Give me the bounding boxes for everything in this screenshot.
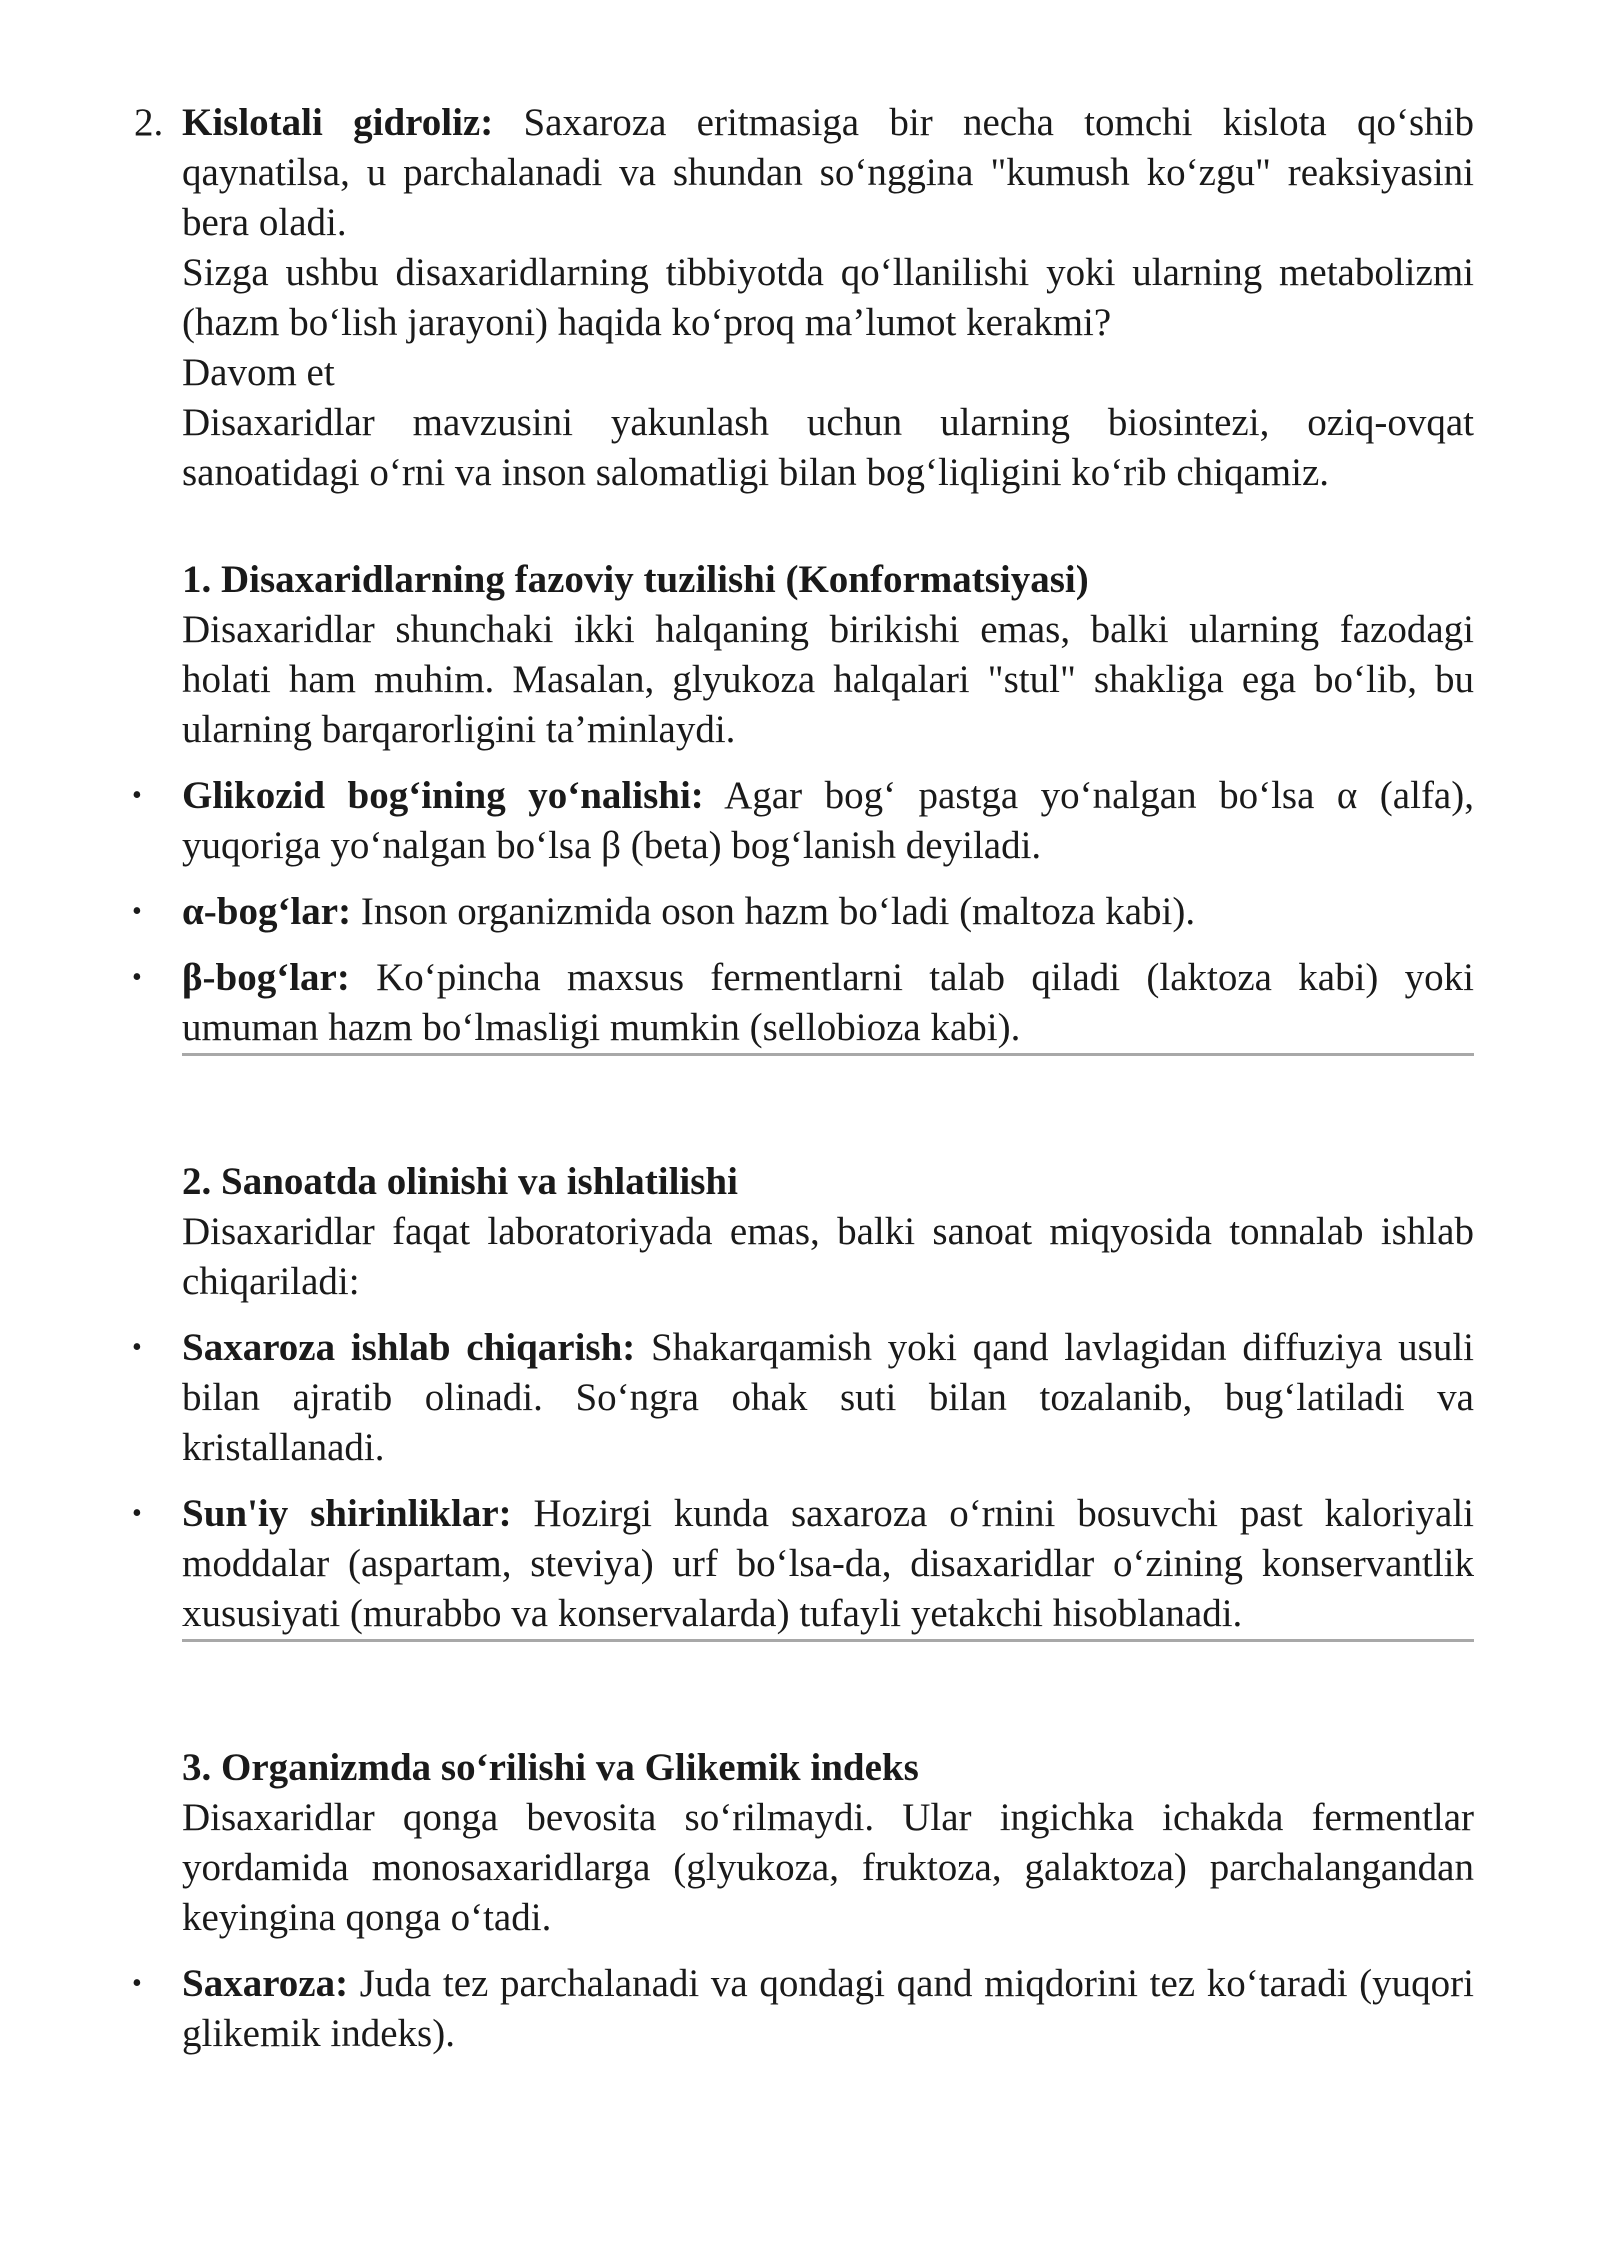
section-2-heading: 2. Sanoatda olinishi va ishlatilishi [182,1160,738,1203]
question-paragraph: Sizga ushbu disaxaridlarning tibbiyotda qo‘llanilishi yoki ularning metabolizmi (hazm bo‘lish jarayoni) haqida ko‘proq ma’lumot kerakmi? [182,251,1474,344]
list-item [182,1323,1474,1473]
list-item-acid-hydrolysis [134,98,1474,248]
term-label: α-bog‘lar: [182,890,352,933]
term-text: Shakarqamish yoki qand lavlagidan diffuziya usuli bilan ajratib olinadi. So‘ngra ohak suti bilan tozalanib, bug‘latiladi va kristallanadi. [182,1326,1474,1469]
term-label: Saxaroza ishlab chiqarish: [182,1326,636,1369]
term-text: Saxaroza eritmasiga bir necha tomchi kislota qo‘shib qaynatilsa, u parchalanadi va shundan so‘nggina "kumush ko‘zgu" reaksiyasini bera oladi. [182,101,1474,244]
list-item [182,1959,1474,2059]
document-content [134,98,1474,2059]
term-label: Glikozid bog‘ining yo‘nalishi: [182,774,704,817]
term-label: Saxaroza: [182,1962,349,2005]
list-item [182,953,1474,1053]
term-text: Juda tez parchalanadi va qondagi qand miqdorini tez ko‘taradi (yuqori glikemik indeks). [182,1962,1474,2055]
list-item [182,771,1474,871]
term-text: Ko‘pincha maxsus fermentlarni talab qiladi (laktoza kabi) yoki umuman hazm bo‘lmasligi mumkin (sellobioza kabi). [182,956,1474,1049]
section-1-list [182,771,1474,1053]
term-label: Sun'iy shirinliklar: [182,1492,512,1535]
list-number: 2. [134,101,164,144]
section-1-text: Disaxaridlar shunchaki ikki halqaning birikishi emas, balki ularning fazodagi holati ham muhim. Masalan, glyukoza halqalari "stul" shakliga ega bo‘lib, bu ularning barqarorligini ta’minlaydi. [182,608,1474,751]
term-text: Hozirgi kunda saxaroza o‘rnini bosuvchi past kaloriyali moddalar (aspartam, steviya) urf bo‘lsa-da, disaxaridlar o‘zining konservantlik xususiyati (murabbo va konservalarda) tufayli yetakchi hisoblanadi. [182,1492,1474,1635]
section-3-text: Disaxaridlar qonga bevosita so‘rilmaydi. Ular ingichka ichakda fermentlar yordamida monosaxaridlarga (glyukoza, fruktoza, galaktoza) parchalangandan keyingina qonga o‘tadi. [182,1796,1474,1939]
continue-paragraph: Davom et [182,351,335,394]
section-2-list [182,1323,1474,1639]
section-2-text: Disaxaridlar faqat laboratoriyada emas, balki sanoat miqyosida tonnalab ishlab chiqariladi: [182,1210,1474,1303]
section-1-heading: 1. Disaxaridlarning fazoviy tuzilishi (Konformatsiyasi) [182,558,1089,601]
term-text: Inson organizmida oson hazm bo‘ladi (maltoza kabi). [351,890,1196,933]
term-label: β-bog‘lar: [182,956,350,999]
section-3-heading: 3. Organizmda so‘rilishi va Glikemik indeks [182,1746,919,1789]
list-item [182,1489,1474,1639]
term-text: Agar bog‘ pastga yo‘nalgan bo‘lsa α (alfa), yuqoriga yo‘nalgan bo‘lsa β (beta) bog‘lanish deyiladi. [182,774,1474,867]
intro-paragraph: Disaxaridlar mavzusini yakunlash uchun ularning biosintezi, oziq-ovqat sanoatidagi o‘rni va inson salomatligi bilan bog‘liqligini ko‘rib chiqamiz. [182,401,1474,494]
section-3-list [182,1959,1474,2059]
list-item [182,887,1474,937]
term-label: Kislotali gidroliz: [182,101,494,144]
